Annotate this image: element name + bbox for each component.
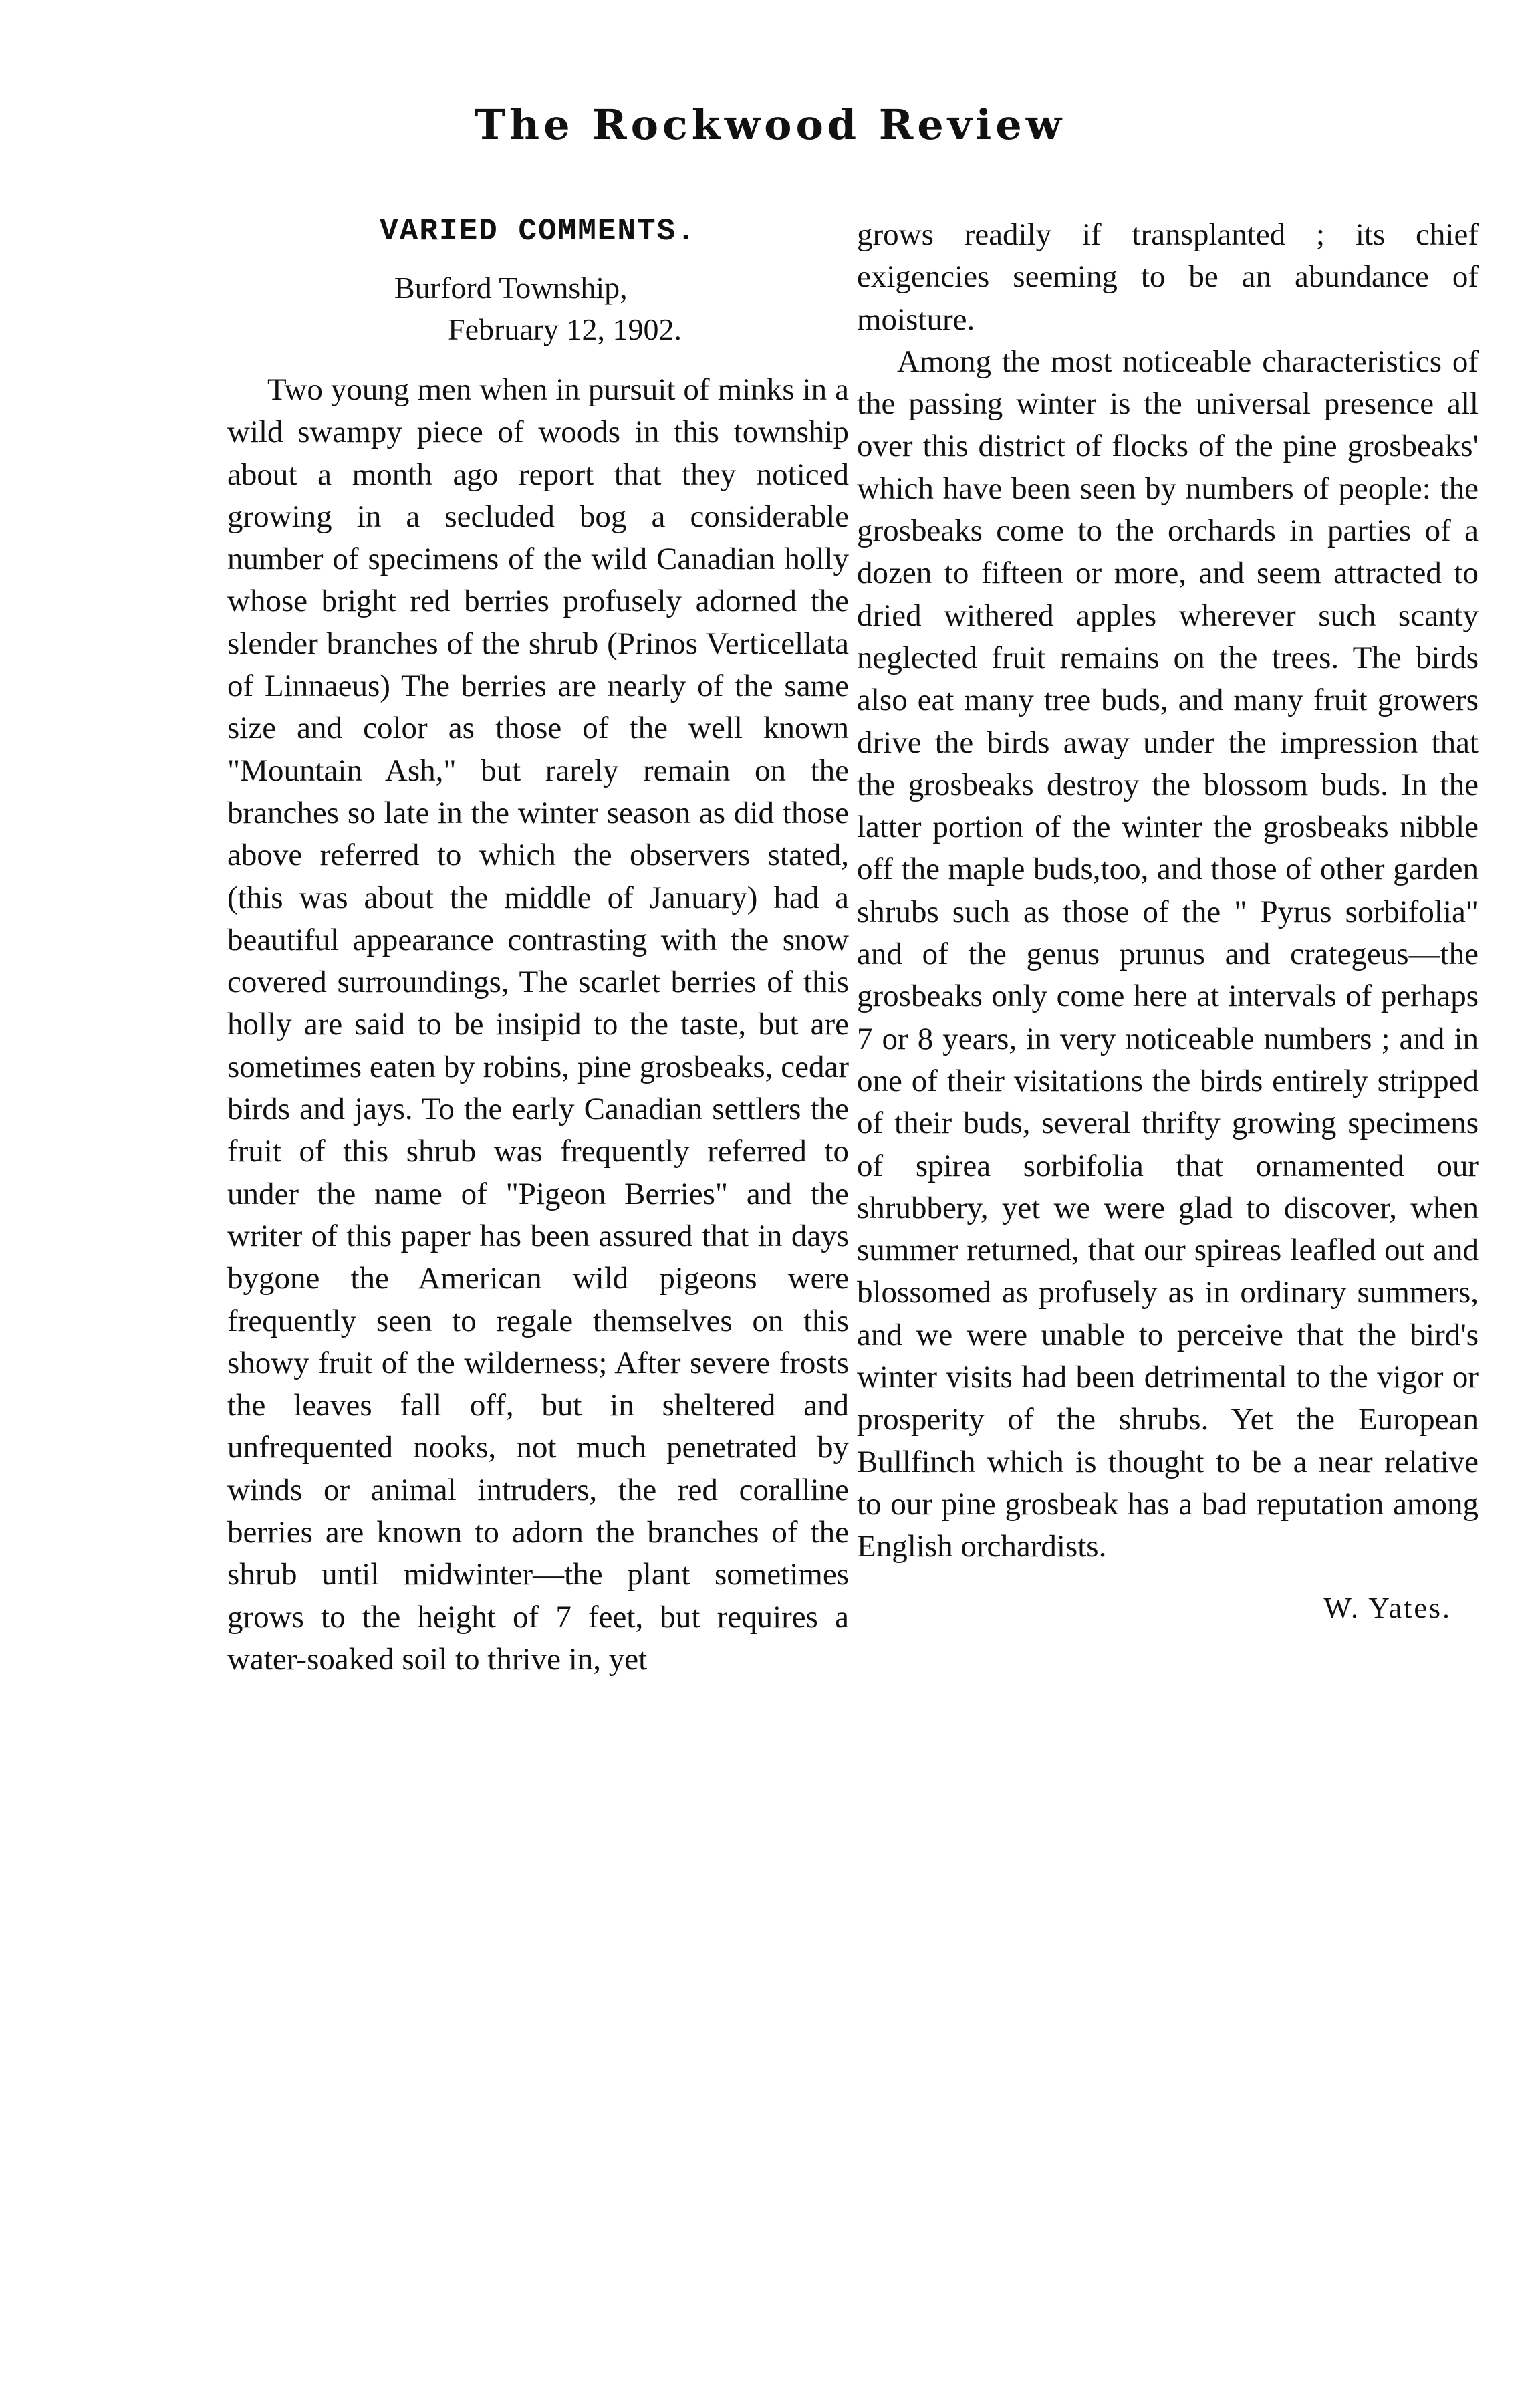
article-paragraph-1: Two young men when in pursuit of minks in a wild swampy piece of woods in this township about a month ago report that they noticed growing in a secluded bog a considerable number of specimens of the wild Canadian holly whose bright red berries profusely adorned the slender branches of the shrub (Prinos Verticellata of Linnaeus) The berries are nearly of the same size and color as those of the well known "Mountain Ash," but rarely remain on the branches so late in the winter season as did those above referred to which the observers stated, (this was about the middle of January) had a beautiful appearance contrasting with the snow covered surroundings, The scarlet berries of this holly are said to be insipid to the taste, but are sometimes eaten by robins, pine grosbeaks, cedar birds and jays. To the early Canadian settlers the fruit of this shrub was frequently referred to under the name of "Pigeon Berries" and the writer of this paper has been assured that in days bygone the American wild pigeons were frequently seen to regale themselves on this showy fruit of the wilderness; After severe frosts the leaves fall off, but in sheltered and unfrequented nooks, not much penetrated by winds or animal intruders, the red coralline berries are known to adorn the branches of the shrub until midwinter—the plant sometimes grows to the height of 7 feet, but requires a water-soaked soil to thrive in, yet — [227, 372, 849, 1677]
right-column — [857, 214, 1479, 1625]
article-paragraph-2: Among the most noticeable characteristics of the passing winter is the universal presence all over this district of flocks of the pine grosbeaks' which have been seen by numbers of people: the grosbeaks come to the orchards in parties of a dozen to fifteen or more, and seem attracted to dried withered apples wherever such scanty neglected fruit remains on the trees. The birds also eat many tree buds, and many fruit growers drive the birds away under the impression that the grosbeaks destroy the blossom buds. In the latter portion of the winter the grosbeaks nibble off the maple buds,too, and those of other garden shrubs such as those of the " Pyrus sorbifolia" and of the genus prunus and crategeus—the grosbeaks only come here at intervals of perhaps 7 or 8 years, in very noticeable numbers ; and in one of their visitations the birds entirely stripped of their buds, several thrifty growing specimens of spirea sorbifolia that ornamented our shrubbery, yet we were glad to discover, when summer returned, that our spireas leafled out and blossomed as profusely as in ordinary summers, and we were unable to perceive that the bird's winter visits had been detrimental to the vigor or prosperity of the shrubs. Yet the European Bullfinch which is thought to be a near relative to our pine grosbeak has a bad reputation among English orchardists. — [857, 344, 1479, 1564]
article-paragraph-continuation: grows readily if transplanted ; its chief exigencies seeming to be an abundance of moisture. — [857, 217, 1479, 337]
author-signature: W. Yates. — [1323, 1591, 1452, 1624]
dateline-date: February 12, 1902. — [448, 312, 682, 346]
dateline-place: Burford Township, — [394, 271, 628, 305]
left-column — [227, 214, 849, 1681]
masthead-title: The Rockwood Review — [474, 100, 1066, 149]
article-heading: VARIED COMMENTS. — [380, 214, 696, 249]
